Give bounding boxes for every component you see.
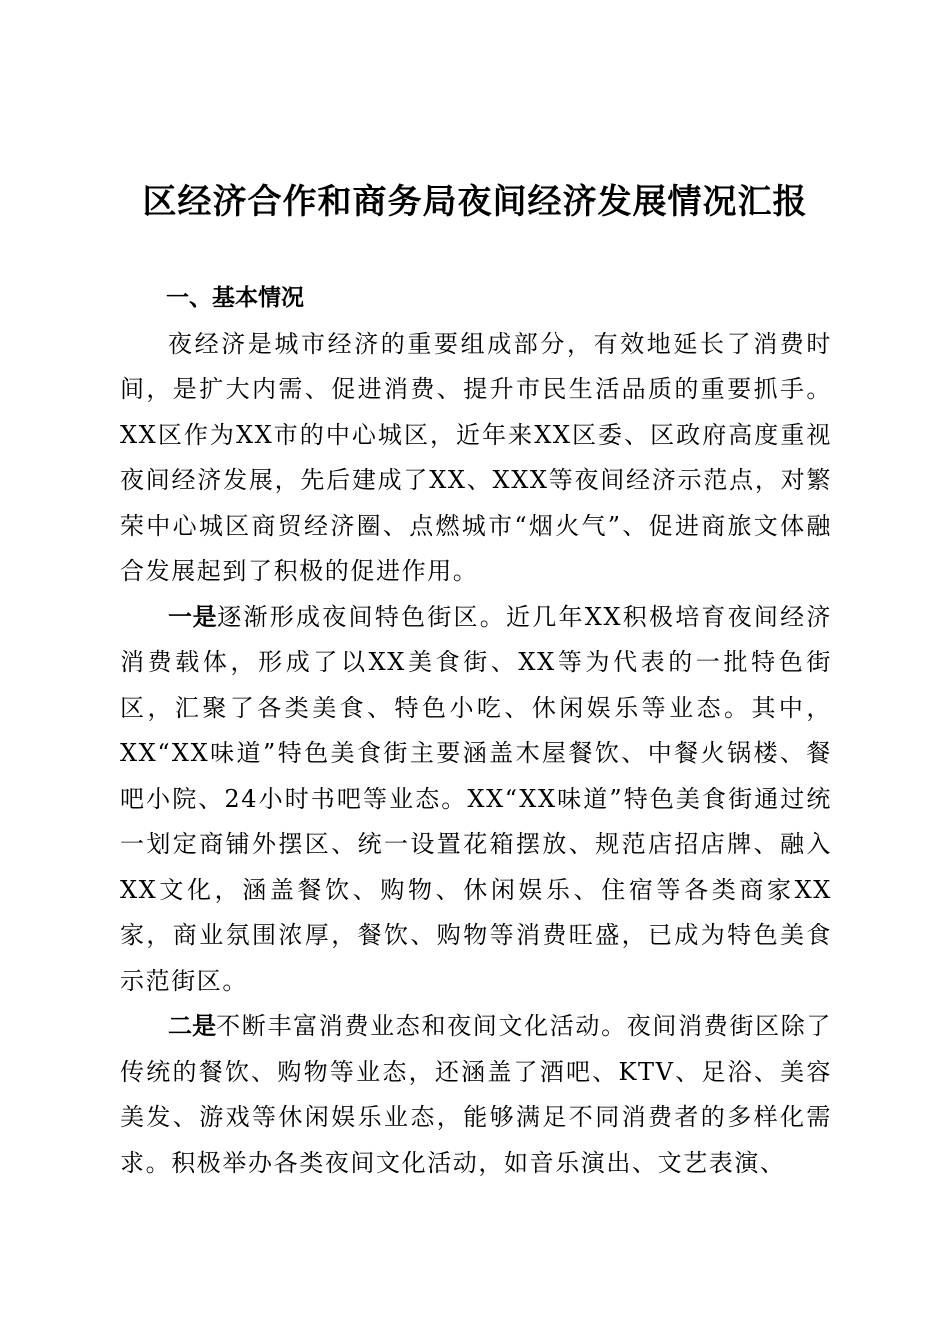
paragraph-lead: 一是 xyxy=(168,602,218,631)
paragraph xyxy=(120,1004,832,1186)
paragraph-text: 逐渐形成夜间特色街区。近几年XX积极培育夜间经济消费载体，形成了以XX美食街、XX等为代表的一批特色街区，汇聚了各类美食、特色小吃、休闲娱乐等业态。其中，XX“XX味道”特色美食街主要涵盖木屋餐饮、中餐火锅楼、餐吧小院、24小时书吧等业态。XX“XX味道”特色美食街通过统一划定商铺外摆区、统一设置花箱摆放、规范店招店牌、融入XX文化，涵盖餐饮、购物、休闲娱乐、住宿等各类商家XX家，商业氛围浓厚，餐饮、购物等消费旺盛，已成为特色美食示范街区。 xyxy=(120,602,833,995)
document-body xyxy=(120,276,832,1186)
paragraph xyxy=(120,322,832,595)
paragraph xyxy=(120,595,832,1005)
paragraph-text: 不断丰富消费业态和夜间文化活动。夜间消费街区除了传统的餐饮、购物等业态，还涵盖了酒吧、KTV、足浴、美容美发、游戏等休闲娱乐业态，能够满足不同消费者的多样化需求。积极举办各类夜间文化活动，如音乐演出、文艺表演、 xyxy=(120,1012,833,1177)
section-heading: 一、基本情况 xyxy=(166,285,304,311)
paragraph-text: 夜经济是城市经济的重要组成部分，有效地延长了消费时间，是扩大内需、促进消费、提升市民生活品质的重要抓手。XX区作为XX市的中心城区，近年来XX区委、区政府高度重视夜间经济发展，先后建成了XX、XXX等夜间经济示范点，对繁荣中心城区商贸经济圈、点燃城市“烟火气”、促进商旅文体融合发展起到了积极的促进作用。 xyxy=(120,329,832,585)
paragraph-lead: 二是 xyxy=(168,1012,217,1040)
document-title: 区经济合作和商务局夜间经济发展情况汇报 xyxy=(142,182,808,222)
